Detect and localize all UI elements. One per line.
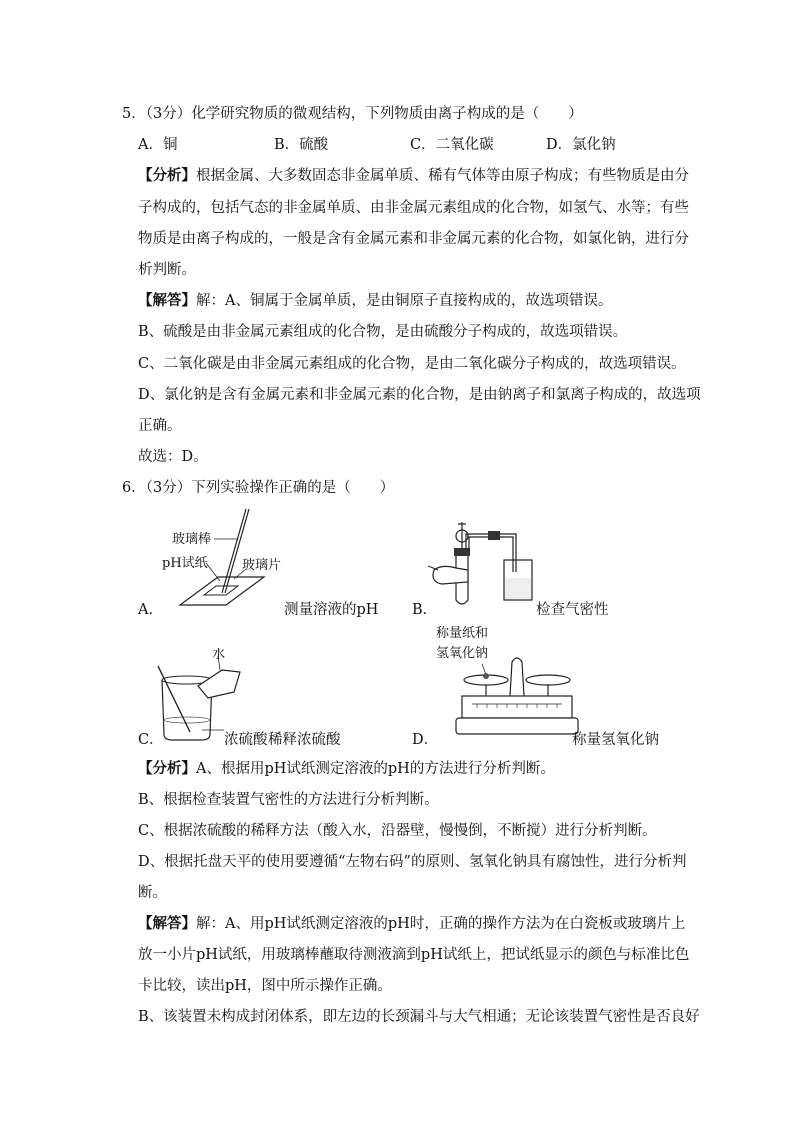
answer-tag: 【解答】 [138,915,196,932]
q5-answer-line-2: B、硫酸是由非金属元素组成的化合物，是由硫酸分子构成的，故选项错误。 [138,324,628,340]
q6-analysis-line-4: D、根据托盘天平的使用要遵循“左物右码”的原则、氢氧化钠具有腐蚀性，进行分析判 [138,854,687,870]
q6-analysis-line-1 [138,759,555,779]
figure-d-label-line-2: 氢氧化钠 [436,646,489,661]
figure-a-caption: 测量溶液的pH [284,602,379,618]
q5-answer-line-6: 故选：D。 [138,449,208,465]
q5-analysis-line-2: 子构成的，包括气态的非金属单质、由非金属元素组成的化合物，如氢气、水等；有些 [138,200,689,216]
figure-c-letter: C． [138,732,164,748]
q5-option-c: C．二氧化碳 [410,137,494,153]
q5-stem: 5．（3分）化学研究物质的微观结构，下列物质由离子构成的是（ ） [122,106,583,122]
figure-c-caption: 稀释浓硫酸 [268,732,341,748]
figure-c-dilution [150,648,300,743]
answer-text: 解：A、用pH试纸测定溶液的pH时，正确的操作方法为在白瓷板或玻璃片上 [196,916,686,932]
q5-answer-line-5: 正确。 [138,418,182,434]
q5-option-b: B．硫酸 [274,137,329,153]
answer-text: 解：A、铜属于金属单质，是由铜原子直接构成的，故选项错误。 [196,293,613,309]
q5-analysis-line-1 [138,166,689,186]
q6-analysis-line-2: B、根据检查装置气密性的方法进行分析判断。 [138,792,439,808]
analysis-text: 根据金属、大多数固态非金属单质、稀有气体等由原子构成；有些物质是由分 [196,168,689,184]
q6-answer-line-4: B、该装置未构成封闭体系，即左边的长颈漏斗与大气相通；无论该装置气密性是否良好 [138,1009,700,1025]
q5-analysis-line-3: 物质是由离子构成的，一般是含有金属元素和非金属元素的化合物，如氯化钠，进行分 [138,231,689,247]
figure-d-balance [452,652,582,744]
figure-b-letter: B． [412,602,438,618]
figure-d-letter: D． [412,732,439,748]
figure-c-water-label: 水 [212,648,226,662]
q6-answer-line-3: 卡比较，读出pH，图中所示操作正确。 [138,978,392,994]
q5-analysis-line-4: 析判断。 [138,262,196,278]
analysis-tag: 【分析】 [138,167,196,184]
figure-d-label-line-1: 称量纸和 [436,626,489,641]
answer-tag: 【解答】 [138,292,196,309]
q6-analysis-line-3: C、根据浓硫酸的稀释方法（酸入水，沿器壁，慢慢倒，不断搅）进行分析判断。 [138,823,657,839]
figure-c-acid-label: 浓硫酸 [224,732,268,748]
q6-answer-line-2: 放一小片pH试纸，用玻璃棒蘸取待测液滴到pH试纸上，把试纸显示的颜色与标准比色 [138,947,690,963]
figure-a-letter: A． [138,602,163,618]
figure-a-paper-label: pH试纸 [162,556,208,571]
figure-a-plate-label: 玻璃片 [242,558,282,573]
figure-b-airtightness [428,520,548,620]
figure-a-rod-label: 玻璃棒 [172,532,212,547]
figure-d-caption: 称量氢氧化钠 [572,732,659,748]
figure-b-caption: 检查气密性 [536,602,609,618]
analysis-text: A、根据用pH试纸测定溶液的pH的方法进行分析判断。 [196,761,555,777]
q5-answer-line-3: C、二氧化碳是由非金属元素组成的化合物，是由二氧化碳分子构成的，故选项错误。 [138,356,686,372]
analysis-tag: 【分析】 [138,760,196,777]
q5-answer-line-4: D、氯化钠是含有金属元素和非金属元素的化合物，是由钠离子和氯离子构成的，故选项 [138,387,701,403]
q5-answer-line-1 [138,291,612,311]
q6-stem: 6．（3分）下列实验操作正确的是（ ） [122,480,395,496]
q5-option-d: D．氯化钠 [546,137,616,153]
q6-analysis-line-5: 断。 [138,885,167,901]
q6-answer-line-1 [138,914,685,934]
q5-option-a: A．铜 [138,137,178,153]
